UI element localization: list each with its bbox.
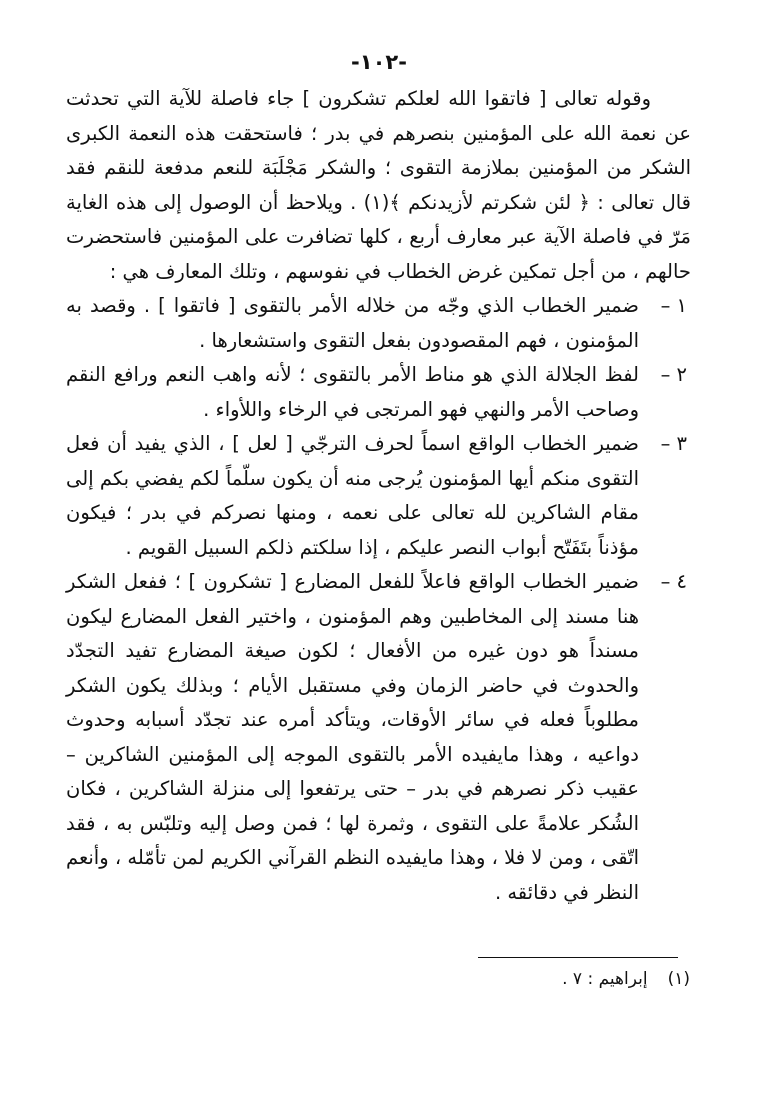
footnote-number: (١) <box>667 969 690 989</box>
list-item-number: ١ – <box>660 294 687 317</box>
list-item <box>66 358 691 427</box>
list-item-number: ٣ – <box>660 432 687 455</box>
footnote-divider <box>478 957 678 958</box>
list-item-number: ٢ – <box>660 363 687 386</box>
footnote-text: إبراهيم : ٧ . <box>562 969 648 989</box>
footnote <box>300 966 690 992</box>
page-number: -١٠٢- <box>351 50 407 74</box>
body-text <box>66 82 691 910</box>
list-item <box>66 565 691 910</box>
list-item <box>66 289 691 358</box>
list-item <box>66 427 691 565</box>
list-item-text: ضمير الخطاب الواقع فاعلاً للفعل المضارع [ تشكرون ] ؛ ففعل الشكر هنا مسند إلى المخاطبين وهم المؤمنون ، واختير الفعل المضارع ليكون مسنداً هو دون غيره من الأفعال ؛ لكون صيغة المضارع تفيد التجدّد والحدوث في حاضر الزمان وفي مستقبل الأيام ؛ وبذلك يكون الشكر مطلوباً فعله في سائر الأوقات، ويتأكد أمره عند تجدّد أسبابه وحدوث دواعيه ، وهذا مايفيده الأمر بالتقوى الموجه إلى المؤمنين الشاكرين – عقيب ذكر نصرهم في بدر – حتى يرتفعوا إلى منزلة الشاكرين ، فكان الشُكر علامةً على التقوى ، وثمرة لها ؛ فمن وصل إليه وتلبّس به ، فقد اتّقى ، ومن لا فلا ، وهذا مايفيده النظم القرآني الكريم لمن تأمّله ، وأنعم النظر في دقائقه . <box>66 570 639 904</box>
list-item-text: ضمير الخطاب الواقع اسماً لحرف الترجّي [ لعل ] ، الذي يفيد أن فعل التقوى منكم أيها المؤمنون يُرجى منه أن يكون سلّماً لكم يفضي بكم إلى مقام الشاكرين لله تعالى على نعمه ، ومنها نصركم في بدر ؛ فيكون مؤذناً بتَفَتّح أبواب النصر عليكم ، إذا سلكتم ذلكم السبيل القويم . <box>66 432 639 559</box>
intro-paragraph: وقوله تعالى [ فاتقوا الله لعلكم تشكرون ] جاء فاصلة للآية التي تحدثت عن نعمة الله على المؤمنين بنصرهم في بدر ؛ فاستحقت هذه النعمة الكبرى الشكر من المؤمنين بملازمة التقوى ؛ والشكر مَجْلَبَة للنعم مدفعة للنقم فقد قال تعالى : ﴿ لئن شكرتم لأزيدنكم ﴾(١) . ويلاحظ أن الوصول إلى هذه الغاية مَرّ في فاصلة الآية عبر معارف أربع ، كلها تضافرت على المؤمنين فاستحضرت حالهم ، من أجل تمكين غرض الخطاب في نفوسهم ، وتلك المعارف هي : <box>66 87 691 283</box>
list-item-number: ٤ – <box>660 570 687 593</box>
list-item-text: لفظ الجلالة الذي هو مناط الأمر بالتقوى ؛ لأنه واهب النعم ورافع النقم وصاحب الأمر والنهي فهو المرتجى في الرخاء واللأواء . <box>66 363 639 421</box>
knowledge-list <box>66 289 691 910</box>
list-item-text: ضمير الخطاب الذي وجّه من خلاله الأمر بالتقوى [ فاتقوا ] . وقصد به المؤمنون ، فهم المقصودون بفعل التقوى واستشعارها . <box>66 294 639 352</box>
